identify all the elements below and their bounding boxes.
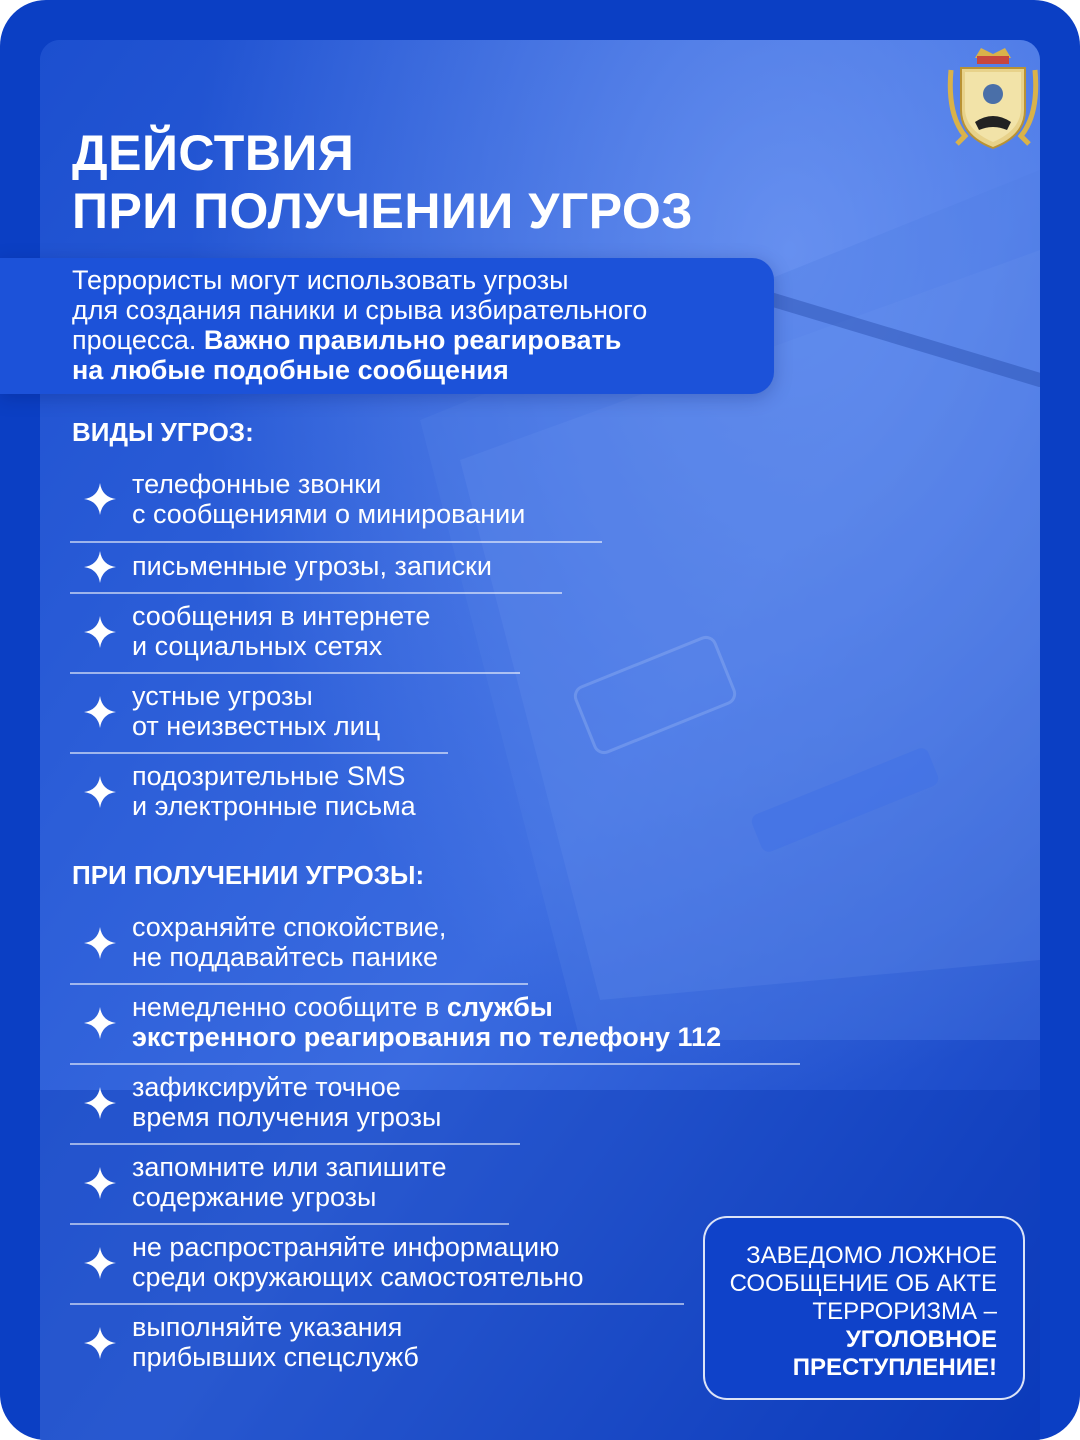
list-item (70, 594, 520, 674)
list-item (70, 1225, 684, 1305)
sparkle-star-icon (84, 1007, 116, 1039)
intro-line-3 (72, 325, 772, 355)
list-item (70, 1065, 520, 1145)
intro-line-4 (72, 355, 772, 385)
list-item (70, 543, 562, 594)
sparkle-star-icon (84, 616, 116, 648)
list-item-text: сообщения в интернете и социальных сетях (132, 601, 431, 661)
legal-notice-box (703, 1216, 1025, 1400)
list-item-text: сохраняйте спокойствие, не поддавайтесь панике (132, 912, 447, 972)
sparkle-star-icon (84, 776, 116, 808)
list-item-text: выполняйте указания прибывших спецслужб (132, 1312, 419, 1372)
intro-line-3-plain: процесса. (72, 325, 204, 355)
threat-types-heading: ВИДЫ УГРОЗ: (72, 417, 254, 447)
sparkle-star-icon (84, 1327, 116, 1359)
notice-line-3: ТЕРРОРИЗМА – (812, 1298, 997, 1325)
list-item-text: устные угрозы от неизвестных лиц (132, 681, 381, 741)
sparkle-star-icon (84, 551, 116, 583)
list-item-text: подозрительные SMS и электронные письма (132, 761, 416, 821)
page-title (72, 124, 693, 240)
list-item-text: телефонные звонки с сообщениями о минировании (132, 469, 526, 529)
sparkle-star-icon (84, 927, 116, 959)
list-item (70, 754, 530, 834)
list-item (70, 674, 448, 754)
list-item-text: немедленно сообщите в службы экстренного реагирования по телефону 112 (132, 992, 722, 1052)
title-line-1: ДЕЙСТВИЯ (72, 125, 355, 181)
sparkle-star-icon (84, 696, 116, 728)
sparkle-star-icon (84, 1087, 116, 1119)
coat-of-arms-icon (945, 44, 1041, 154)
notice-line-5: ПРЕСТУПЛЕНИЕ! (792, 1354, 997, 1381)
list-item (70, 1305, 490, 1385)
actions-heading: ПРИ ПОЛУЧЕНИИ УГРОЗЫ: (72, 860, 425, 890)
list-item-text: письменные угрозы, записки (132, 551, 492, 581)
notice-line-1: ЗАВЕДОМО ЛОЖНОЕ (746, 1242, 997, 1269)
intro-line-4-bold: на любые подобные сообщения (72, 355, 509, 385)
intro-line-2: для создания паники и срыва избирательного (72, 295, 648, 325)
notice-line-4: УГОЛОВНОЕ (845, 1326, 997, 1353)
sparkle-star-icon (84, 1247, 116, 1279)
sparkle-star-icon (84, 483, 116, 515)
list-item (70, 985, 800, 1065)
intro-line-1: Террористы могут использовать угрозы (72, 265, 569, 295)
notice-line-2: СООБЩЕНИЕ ОБ АКТЕ (729, 1270, 997, 1297)
intro-text (72, 265, 772, 385)
list-item (70, 463, 602, 543)
intro-line-3-bold: Важно правильно реагировать (203, 325, 622, 355)
list-item-text: не распространяйте информацию среди окружающих самостоятельно (132, 1232, 584, 1292)
actions-list (70, 905, 800, 1385)
list-item (70, 1145, 509, 1225)
list-item (70, 905, 528, 985)
list-item-text: запомните или запишите содержание угрозы (132, 1152, 447, 1212)
threat-types-list (70, 463, 602, 834)
sparkle-star-icon (84, 1167, 116, 1199)
list-item-text: зафиксируйте точное время получения угрозы (132, 1072, 442, 1132)
title-line-2: ПРИ ПОЛУЧЕНИИ УГРОЗ (72, 183, 694, 239)
